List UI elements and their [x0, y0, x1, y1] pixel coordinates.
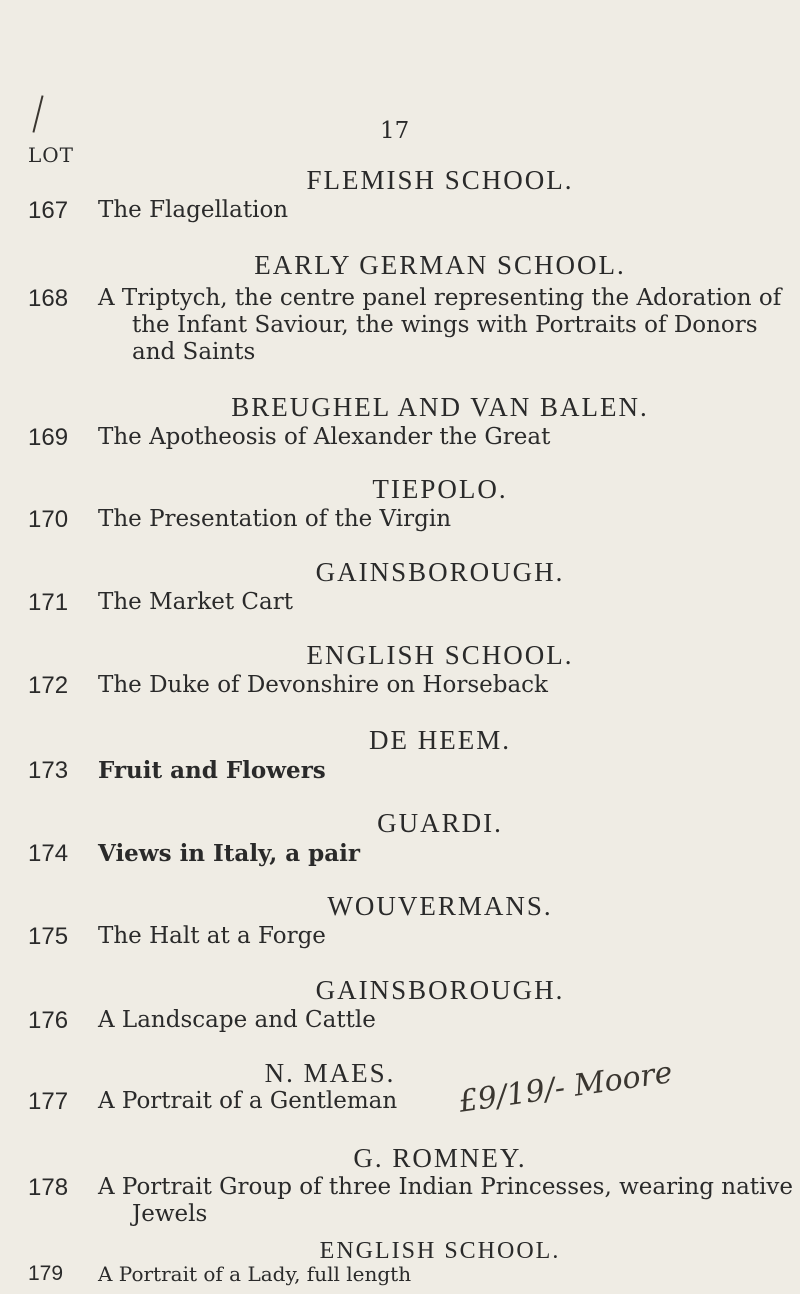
lot-title: A Landscape and Cattle — [98, 1007, 376, 1033]
lot-title: The Market Cart — [98, 589, 293, 615]
lot-title-continued: the Infant Saviour, the wings with Portraits of Donors — [132, 312, 758, 338]
pencil-mark — [32, 95, 43, 132]
lot-number: 170 — [28, 506, 69, 533]
lot-title: Fruit and Flowers — [98, 757, 326, 784]
lot-title: A Triptych, the centre panel representing the Adoration of — [98, 285, 782, 311]
lot-title: A Portrait Group of three Indian Princesses, wearing native — [98, 1174, 794, 1200]
lot-title: The Duke of Devonshire on Horseback — [98, 672, 548, 698]
school-heading: GUARDI. — [377, 808, 503, 838]
lot-number: 168 — [28, 285, 69, 312]
lot-number: 176 — [28, 1007, 69, 1034]
lot-title: A Portrait of a Gentleman — [98, 1088, 398, 1114]
lot-number: 171 — [28, 589, 69, 616]
lot-number: 175 — [28, 923, 69, 950]
handwritten-price-annotation: £9/19/- Moore — [456, 1055, 675, 1120]
lot-title-continued: and Saints — [132, 339, 256, 365]
school-heading: WOUVERMANS. — [327, 891, 553, 921]
lot-number: 172 — [28, 672, 69, 699]
lot-title: The Apotheosis of Alexander the Great — [98, 424, 551, 450]
school-heading: EARLY GERMAN SCHOOL. — [254, 250, 626, 280]
school-heading: G. ROMNEY. — [353, 1143, 527, 1173]
lot-title: A Portrait of a Lady, full length — [98, 1262, 412, 1286]
lot-number: 169 — [28, 424, 69, 451]
school-heading: N. MAES. — [264, 1058, 396, 1088]
page-number: 17 — [380, 118, 410, 144]
lot-number: 167 — [28, 197, 69, 224]
school-heading: TIEPOLO. — [372, 474, 508, 504]
lot-title: The Flagellation — [98, 197, 289, 223]
lot-title-continued: Jewels — [132, 1201, 208, 1227]
lot-number: 177 — [28, 1088, 69, 1115]
school-heading: FLEMISH SCHOOL. — [306, 165, 574, 195]
lot-column-header: LOT — [28, 143, 75, 167]
lot-number: 178 — [28, 1174, 69, 1201]
school-heading: BREUGHEL AND VAN BALEN. — [231, 392, 649, 422]
lot-title: The Halt at a Forge — [98, 923, 326, 949]
lot-number: 179 — [28, 1262, 64, 1285]
school-heading: GAINSBOROUGH. — [315, 557, 565, 587]
lot-number: 174 — [28, 840, 69, 867]
school-heading: ENGLISH SCHOOL. — [306, 640, 574, 670]
school-heading: GAINSBOROUGH. — [315, 975, 565, 1005]
lot-title: The Presentation of the Virgin — [98, 506, 452, 532]
lot-title: Views in Italy, a pair — [98, 840, 360, 867]
school-heading: ENGLISH SCHOOL. — [319, 1238, 561, 1264]
lot-number: 173 — [28, 757, 69, 784]
school-heading: DE HEEM. — [369, 725, 511, 755]
